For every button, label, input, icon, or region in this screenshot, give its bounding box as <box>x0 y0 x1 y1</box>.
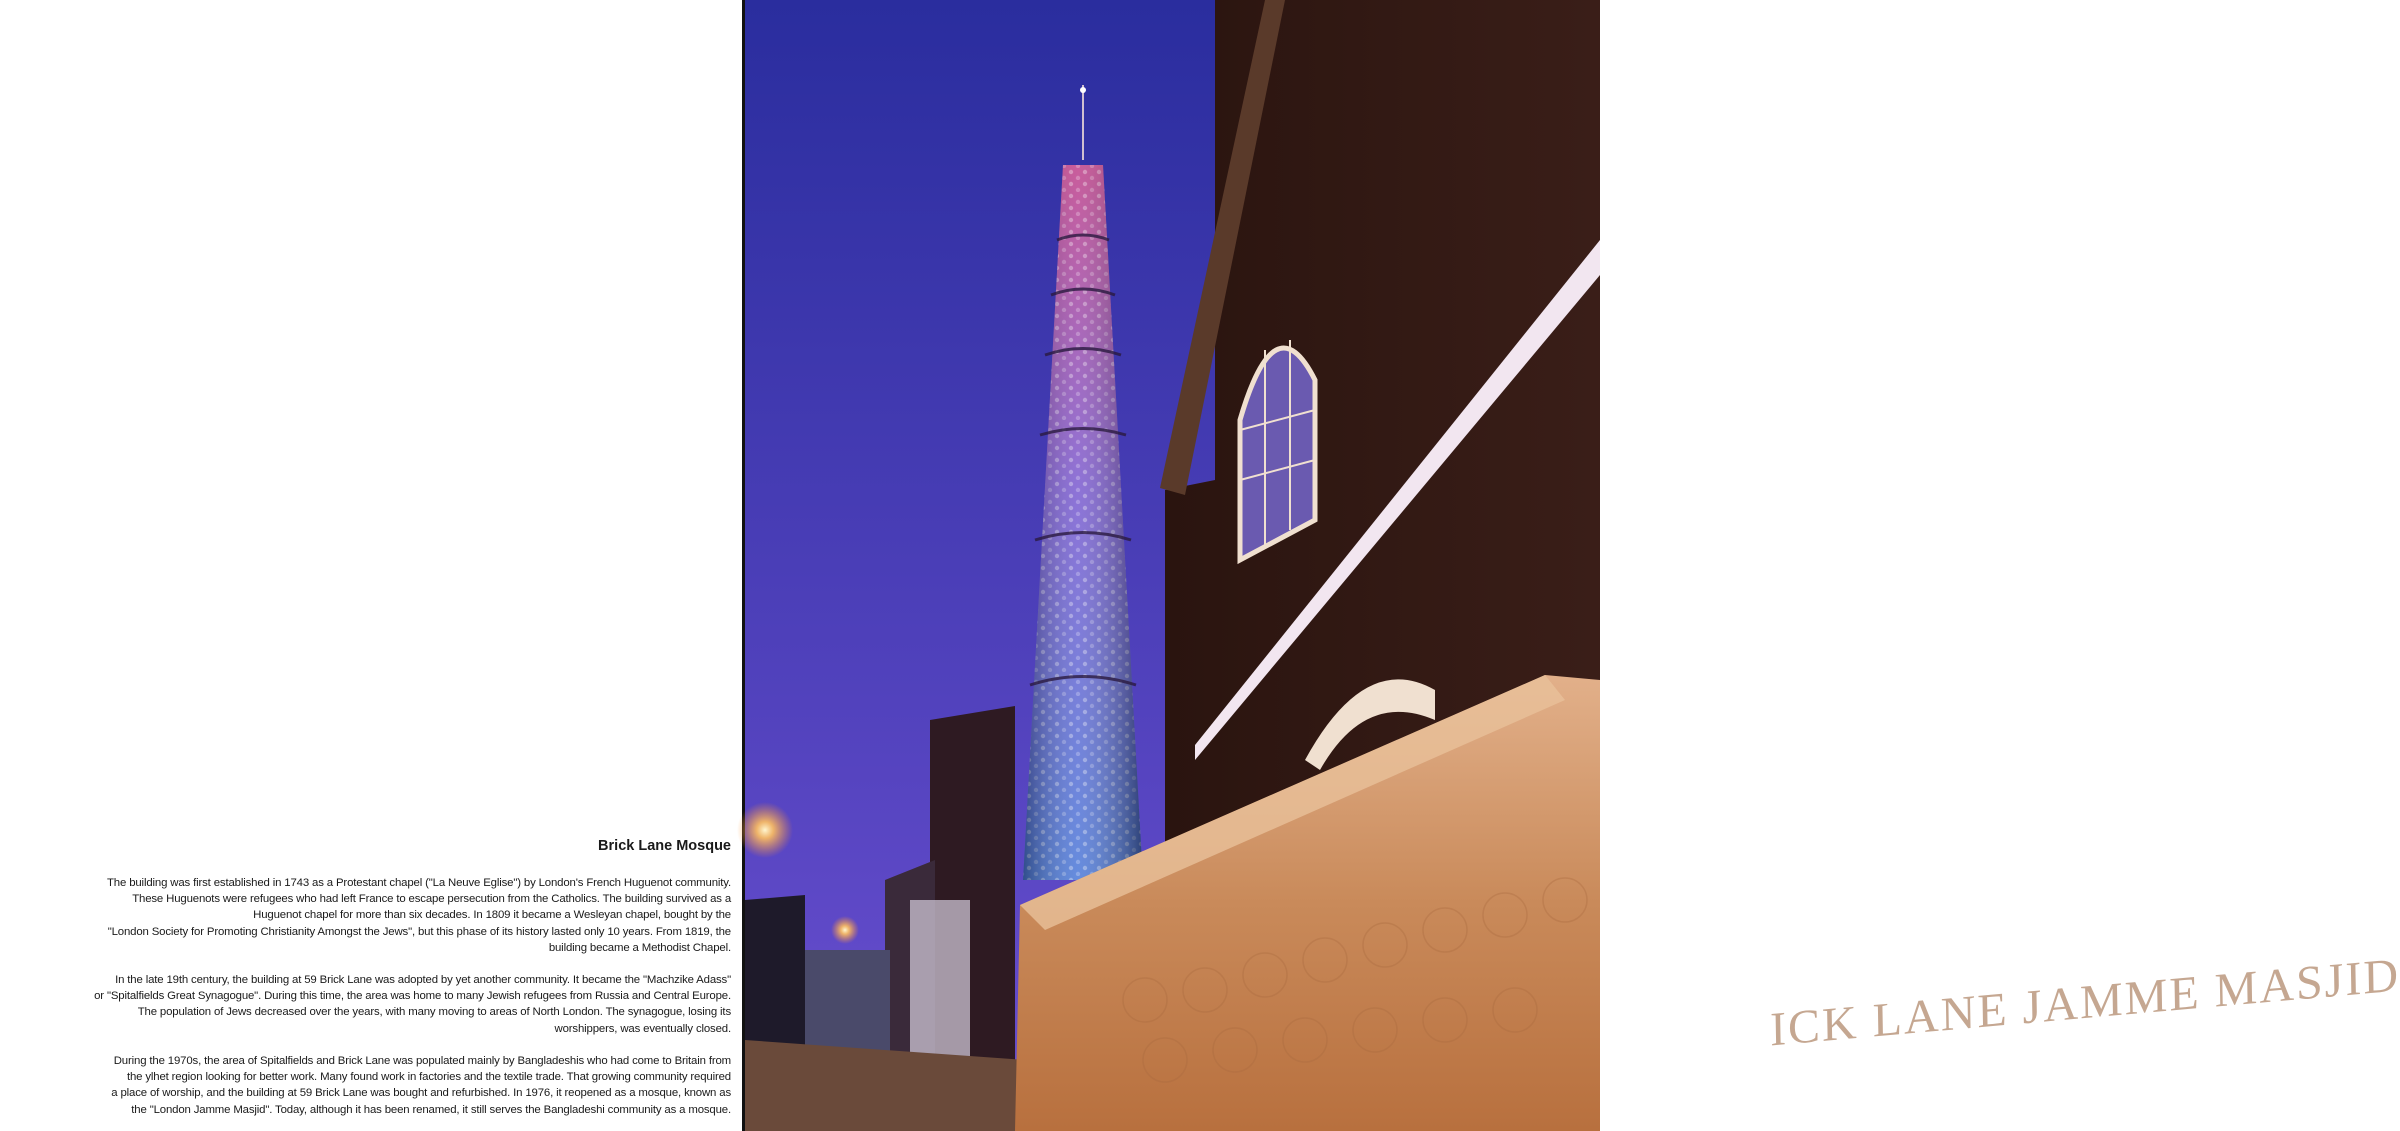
text-line: or "Spitalfields Great Synagogue". During this time, the area was home to many Jewish refugees from Russia and Central Europe. <box>94 990 731 1003</box>
photo-illustration <box>745 0 1600 1131</box>
text-column <box>0 0 744 1131</box>
paragraph-history-mosque <box>0 1053 731 1118</box>
paragraph-history-chapel <box>0 875 731 956</box>
mosque-photo <box>742 0 2400 1131</box>
text-line: the ylhet region looking for better work. Many found work in factories and the textile trade. That growing community required <box>126 1071 731 1084</box>
paragraph-history-synagogue <box>0 972 731 1037</box>
text-line: These Huguenots were refugees who had left France to escape persecution from the Catholics. The building survived as a <box>132 893 731 906</box>
text-line: The building was first established in 1743 as a Protestant chapel ("La Neuve Eglise") by London's French Huguenot community. <box>107 877 731 889</box>
text-line: The population of Jews decreased over the years, with many moving to areas of North London. The synagogue, losing its <box>137 1006 731 1019</box>
text-line: a place of worship, and the building at 59 Brick Lane was bought and refurbished. In 1976, it reopened as a mosque, known as <box>111 1087 731 1100</box>
street-lamp <box>737 802 793 858</box>
text-line: In the late 19th century, the building at 59 Brick Lane was adopted by yet another community. It became the "Machzike Adass" <box>115 974 731 986</box>
engraved-wall-text: ICK LANE JAMME MASJID <box>1769 948 2400 1057</box>
text-line: building became a Methodist Chapel. <box>548 941 731 954</box>
text-line: During the 1970s, the area of Spitalfields and Brick Lane was populated mainly by Bangladeshis who had come to Britain from <box>113 1055 731 1067</box>
text-line: worshippers, was eventually closed. <box>554 1022 731 1035</box>
street-lamp <box>831 916 859 944</box>
text-line: the "London Jamme Masjid". Today, although it has been renamed, it still serves the Bangladeshi community as a mosque. <box>131 1103 731 1116</box>
text-line: Huguenot chapel for more than six decades. In 1809 it became a Wesleyan chapel, bought by the <box>253 909 731 922</box>
text-line: "London Society for Promoting Christianity Amongst the Jews", but this phase of its history lasted only 10 years. From 1819, the <box>107 925 731 938</box>
article-title: Brick Lane Mosque <box>598 838 731 854</box>
